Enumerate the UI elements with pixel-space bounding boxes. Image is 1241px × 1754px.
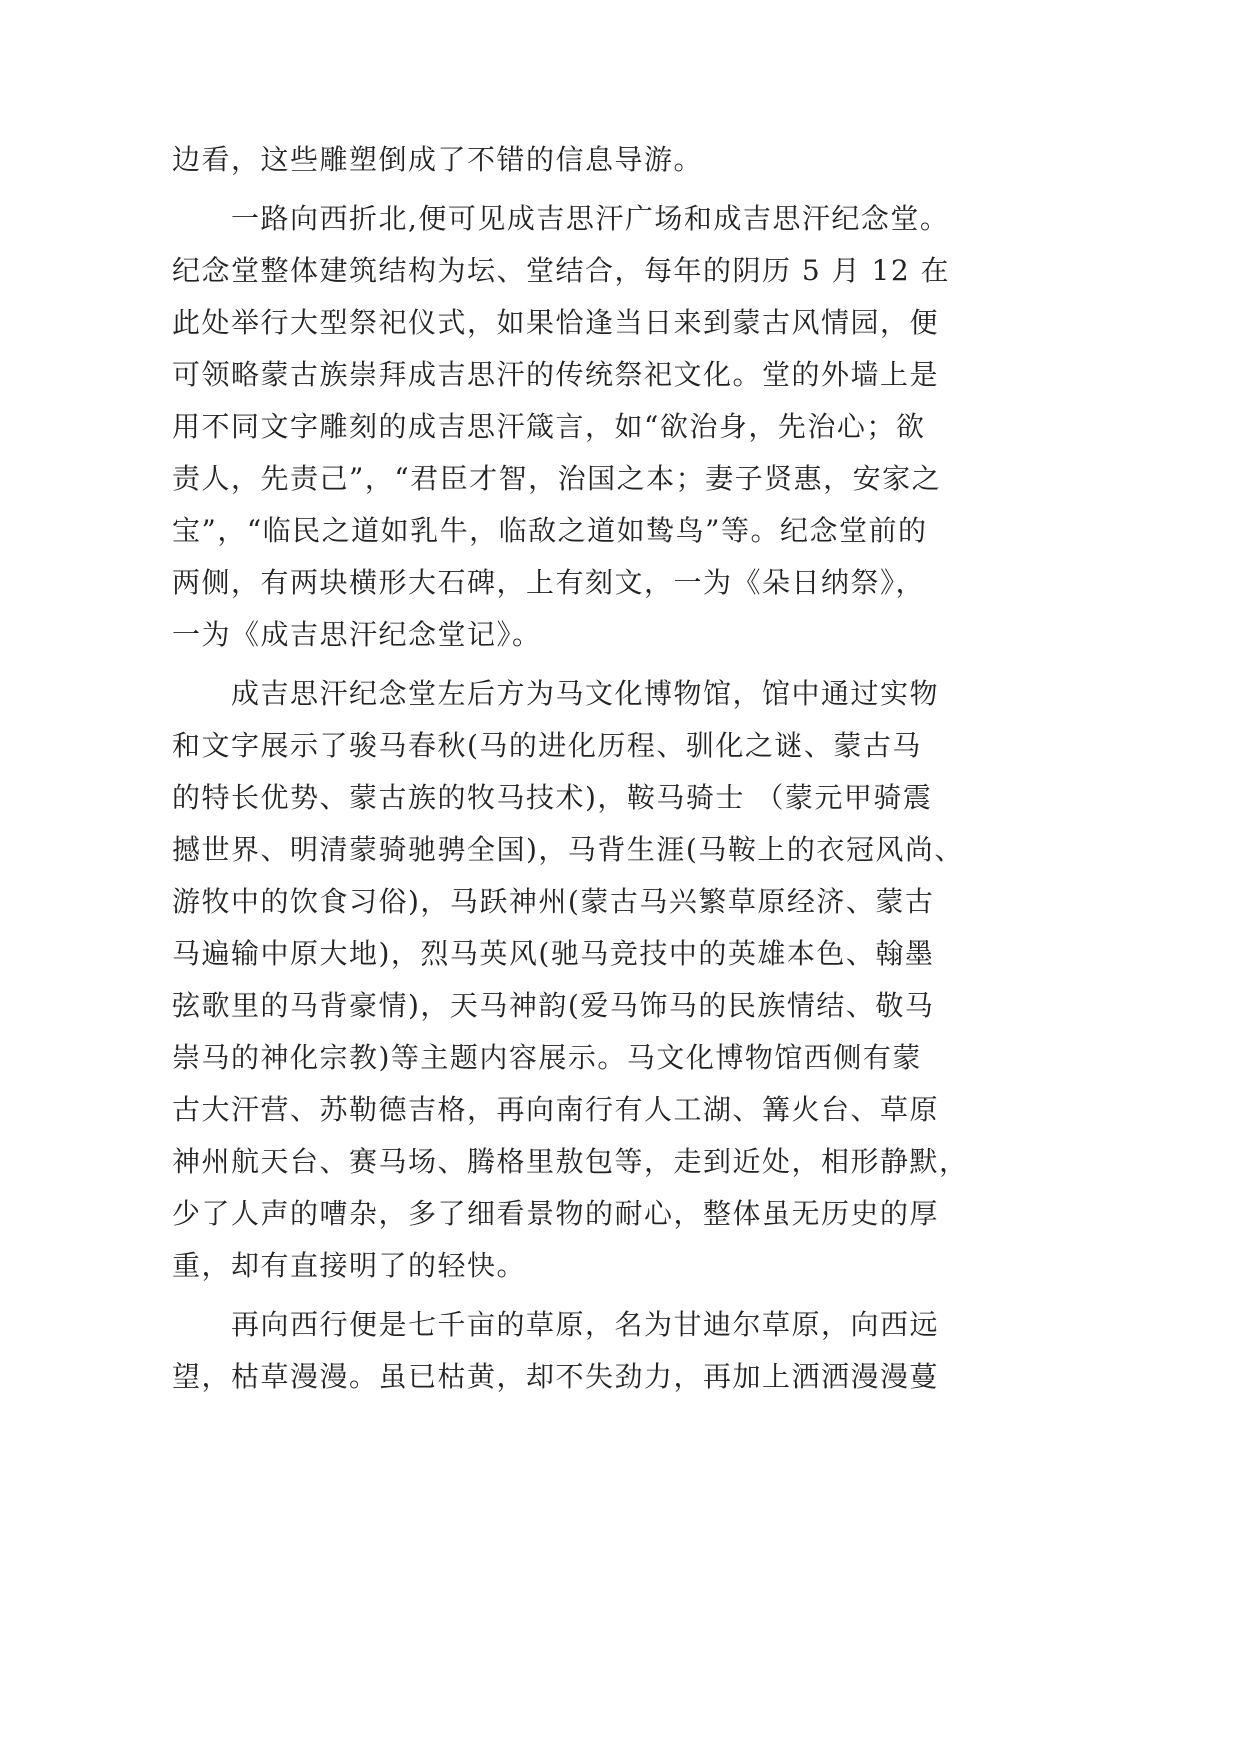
text-line: 游牧中的饮食习俗)，马跃神州(蒙古马兴繁草原经济、蒙古	[172, 885, 935, 918]
text-line: 一为《成吉思汗纪念堂记》。	[172, 618, 542, 651]
paragraph	[172, 134, 1072, 186]
paragraph	[172, 1299, 1072, 1403]
text-line: 撼世界、明清蒙骑驰骋全国)，马背生涯(马鞍上的衣冠风尚、	[172, 833, 964, 866]
text-line: 此处举行大型祭祀仪式，如果恰逢当日来到蒙古风情园，便	[172, 306, 940, 339]
text-line: 弦歌里的马背豪情)，天马神韵(爱马饰马的民族情结、敬马	[172, 989, 935, 1022]
text-line: 崇马的神化宗教)等主题内容展示。马文化博物馆西侧有蒙	[172, 1041, 922, 1074]
text-line: 可领略蒙古族崇拜成吉思汗的传统祭祀文化。堂的外墙上是	[172, 358, 940, 391]
text-line: 责人，先责己”，“君臣才智，治国之本；妻子贤惠，安家之	[172, 462, 942, 495]
text-line: 古大汗营、苏勒德吉格，再向南行有人工湖、篝火台、草原	[172, 1093, 940, 1126]
text-line: 成吉思汗纪念堂左后方为马文化博物馆，馆中通过实物	[231, 677, 940, 710]
text-line: 马遍输中原大地)，烈马英风(驰马竞技中的英雄本色、翰墨	[172, 937, 935, 970]
text-line: 再向西行便是七千亩的草原，名为甘迪尔草原，向西远	[231, 1308, 940, 1341]
paragraph	[172, 668, 1072, 1292]
text-line: 和文字展示了骏马春秋(马的进化历程、驯化之谜、蒙古马	[172, 729, 922, 762]
text-line: 的特长优势、蒙古族的牧马技术)，鞍马骑士 （蒙元甲骑震	[172, 781, 933, 814]
text-line: 一路向西折北,便可见成吉思汗广场和成吉思汗纪念堂。	[231, 202, 950, 235]
text-line: 用不同文字雕刻的成吉思汗箴言，如“欲治身，先治心；欲	[172, 410, 926, 443]
text-line: 边看，这些雕塑倒成了不错的信息导游。	[172, 143, 704, 176]
text-line: 神州航天台、赛马场、腾格里敖包等，走到近处，相形静默，	[172, 1145, 969, 1178]
paragraph	[172, 193, 1072, 661]
text-line: 少了人声的嘈杂，多了细看景物的耐心，整体虽无历史的厚	[172, 1197, 940, 1230]
text-line: 宝”，“临民之道如乳牛，临敌之道如鸷鸟”等。纪念堂前的	[172, 514, 928, 547]
text-line: 两侧，有两块横形大石碑，上有刻文，一为《朵日纳祭》，	[172, 566, 926, 599]
text-line: 重，却有直接明了的轻快。	[172, 1249, 527, 1282]
document-body	[172, 134, 1072, 1403]
text-line: 望，枯草漫漫。虽已枯黄，却不失劲力，再加上洒洒漫漫蔓	[172, 1360, 940, 1393]
text-line: 纪念堂整体建筑结构为坛、堂结合，每年的阴历 5 月 12 在	[172, 254, 951, 287]
